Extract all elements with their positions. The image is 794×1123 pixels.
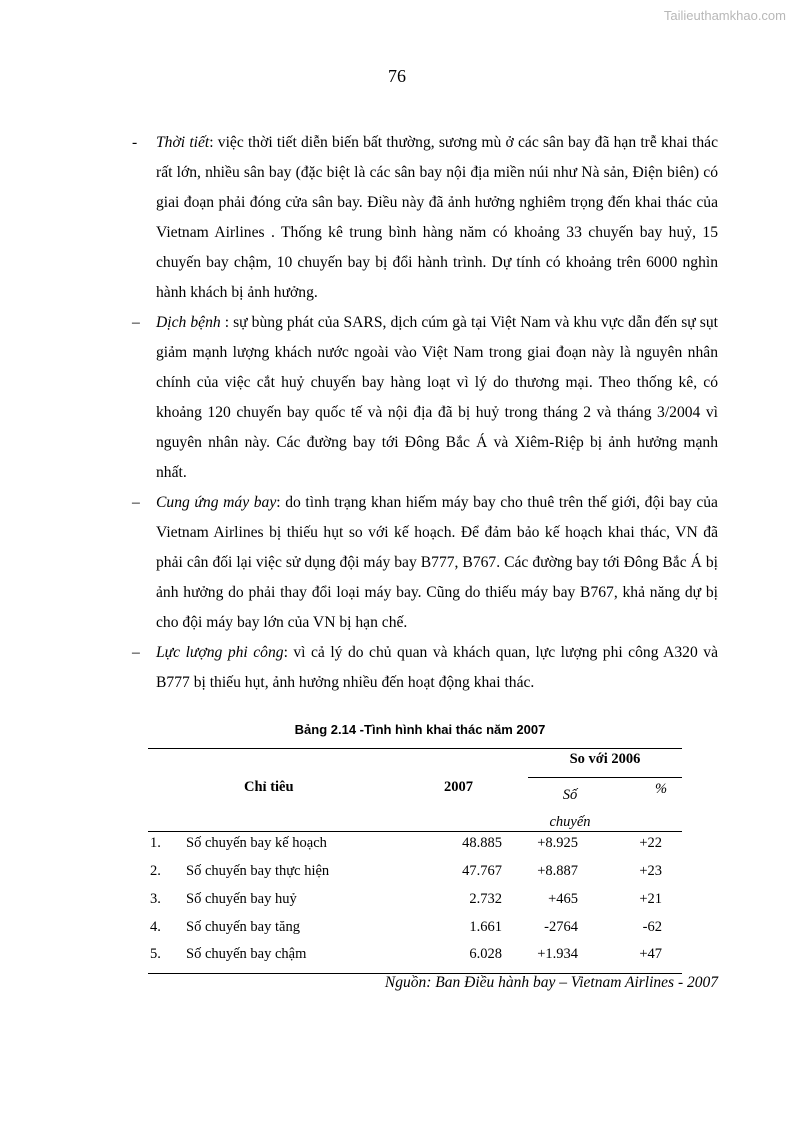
row-2007: 1.661 [469, 919, 502, 935]
header-flights: Số chuyến [549, 787, 591, 830]
header-indicator: Chỉ tiêu [244, 779, 294, 795]
item-term: Thời tiết [156, 134, 210, 151]
item-text: : vì cả lý do chủ quan và khách quan, lực lượng phi công A320 và B777 bị thiếu hụt, ảnh hưởng nhiều đến hoạt động khai thác. [156, 644, 718, 691]
row-diff: +465 [548, 891, 578, 907]
item-text: : sự bùng phát của SARS, dịch cúm gà tại Việt Nam và khu vực dẫn đến sự sụt giảm mạnh lượng khách nước ngoài vào Việt Nam trong giai đoạn này là nguyên nhân chính của việc cắt huỷ chuyến bay hàng loạt vì lý do thương mại. Theo thống kê, có khoảng 120 chuyến bay quốc tế và nội địa đã bị huỷ trong tháng 2 và tháng 3/2004 vì nguyên nhân này. Các đường bay tới Đông Bắc Á và Xiêm-Riệp bị ảnh hưởng mạnh nhất. [156, 314, 718, 481]
row-number: 3. [150, 891, 161, 907]
row-diff: +1.934 [537, 946, 578, 962]
row-2007: 6.028 [469, 946, 502, 962]
row-number: 1. [150, 835, 161, 851]
table-caption: Bảng 2.14 -Tình hình khai thác năm 2007 [294, 722, 546, 737]
header-percent: % [655, 781, 668, 797]
row-pct: +21 [639, 891, 662, 907]
item-term: Lực lượng phi công [156, 644, 284, 661]
table-subheader-rule [528, 777, 682, 778]
row-number: 2. [150, 863, 161, 879]
row-number: 4. [150, 919, 161, 935]
row-2007: 2.732 [469, 891, 502, 907]
row-pct: +22 [639, 835, 662, 851]
row-diff: +8.887 [537, 863, 578, 879]
table-top-rule [148, 748, 682, 749]
row-number: 5. [150, 946, 161, 962]
list-item-pilots [132, 638, 718, 698]
row-pct: +23 [639, 863, 662, 879]
row-2007: 47.767 [462, 863, 502, 879]
row-pct: -62 [642, 919, 662, 935]
header-compare: So với 2006 [569, 751, 641, 767]
table-header-rule [148, 831, 682, 832]
body-text [132, 128, 718, 698]
bullet: – [132, 494, 140, 511]
page-number: 76 [388, 66, 406, 86]
row-diff: -2764 [544, 919, 578, 935]
row-label: Số chuyến bay huỷ [186, 891, 297, 907]
row-2007: 48.885 [462, 835, 502, 851]
watermark: Tailieuthamkhao.com [663, 8, 786, 23]
header-year: 2007 [444, 779, 473, 795]
row-label: Số chuyến bay thực hiện [186, 863, 330, 879]
row-label: Số chuyến bay chậm [186, 946, 307, 962]
list-item-aircraft-supply [132, 488, 718, 638]
bullet: - [132, 134, 138, 151]
row-pct: +47 [639, 946, 662, 962]
row-label: Số chuyến bay tăng [186, 919, 300, 935]
list-item-weather [132, 128, 718, 308]
row-diff: +8.925 [537, 835, 578, 851]
bullet: – [132, 314, 140, 331]
table-source: Nguồn: Ban Điều hành bay – Vietnam Airlines - 2007 [384, 974, 718, 991]
list-item-epidemic [132, 308, 718, 488]
item-term: Cung ứng máy bay [156, 494, 277, 511]
bullet: – [132, 644, 140, 661]
item-text: : do tình trạng khan hiếm máy bay cho thuê trên thế giới, đội bay của Vietnam Airlines bị thiếu hụt so với kế hoạch. Để đảm bảo kế hoạch khai thác, VN đã phải cân đối lại việc sử dụng đội máy bay B777, B767. Các đường bay tới Đông Bắc Á bị ảnh hưởng do phải thay đổi loại máy bay. Cũng do thiếu máy bay B767, khả năng dự bị cho đội máy bay lớn của VN bị hạn chế. [156, 494, 718, 631]
row-label: Số chuyến bay kế hoạch [186, 835, 327, 851]
item-term: Dịch bệnh [156, 314, 221, 331]
item-text: : việc thời tiết diễn biến bất thường, sương mù ở các sân bay đã hạn trễ khai thác rất lớn, nhiều sân bay (đặc biệt là các sân bay nội địa miền núi như Nà sản, Điện biên) có giai đoạn phải đóng cửa sân bay. Điều này đã ảnh hưởng nghiêm trọng đến khai thác của Vietnam Airlines . Thống kê trung bình hàng năm có khoảng 33 chuyến bay huỷ, 15 chuyến bay chậm, 10 chuyến bay bị đổi hành trình. Dự tính có khoảng trên 6000 nghìn hành khách bị ảnh hưởng. [156, 134, 718, 301]
